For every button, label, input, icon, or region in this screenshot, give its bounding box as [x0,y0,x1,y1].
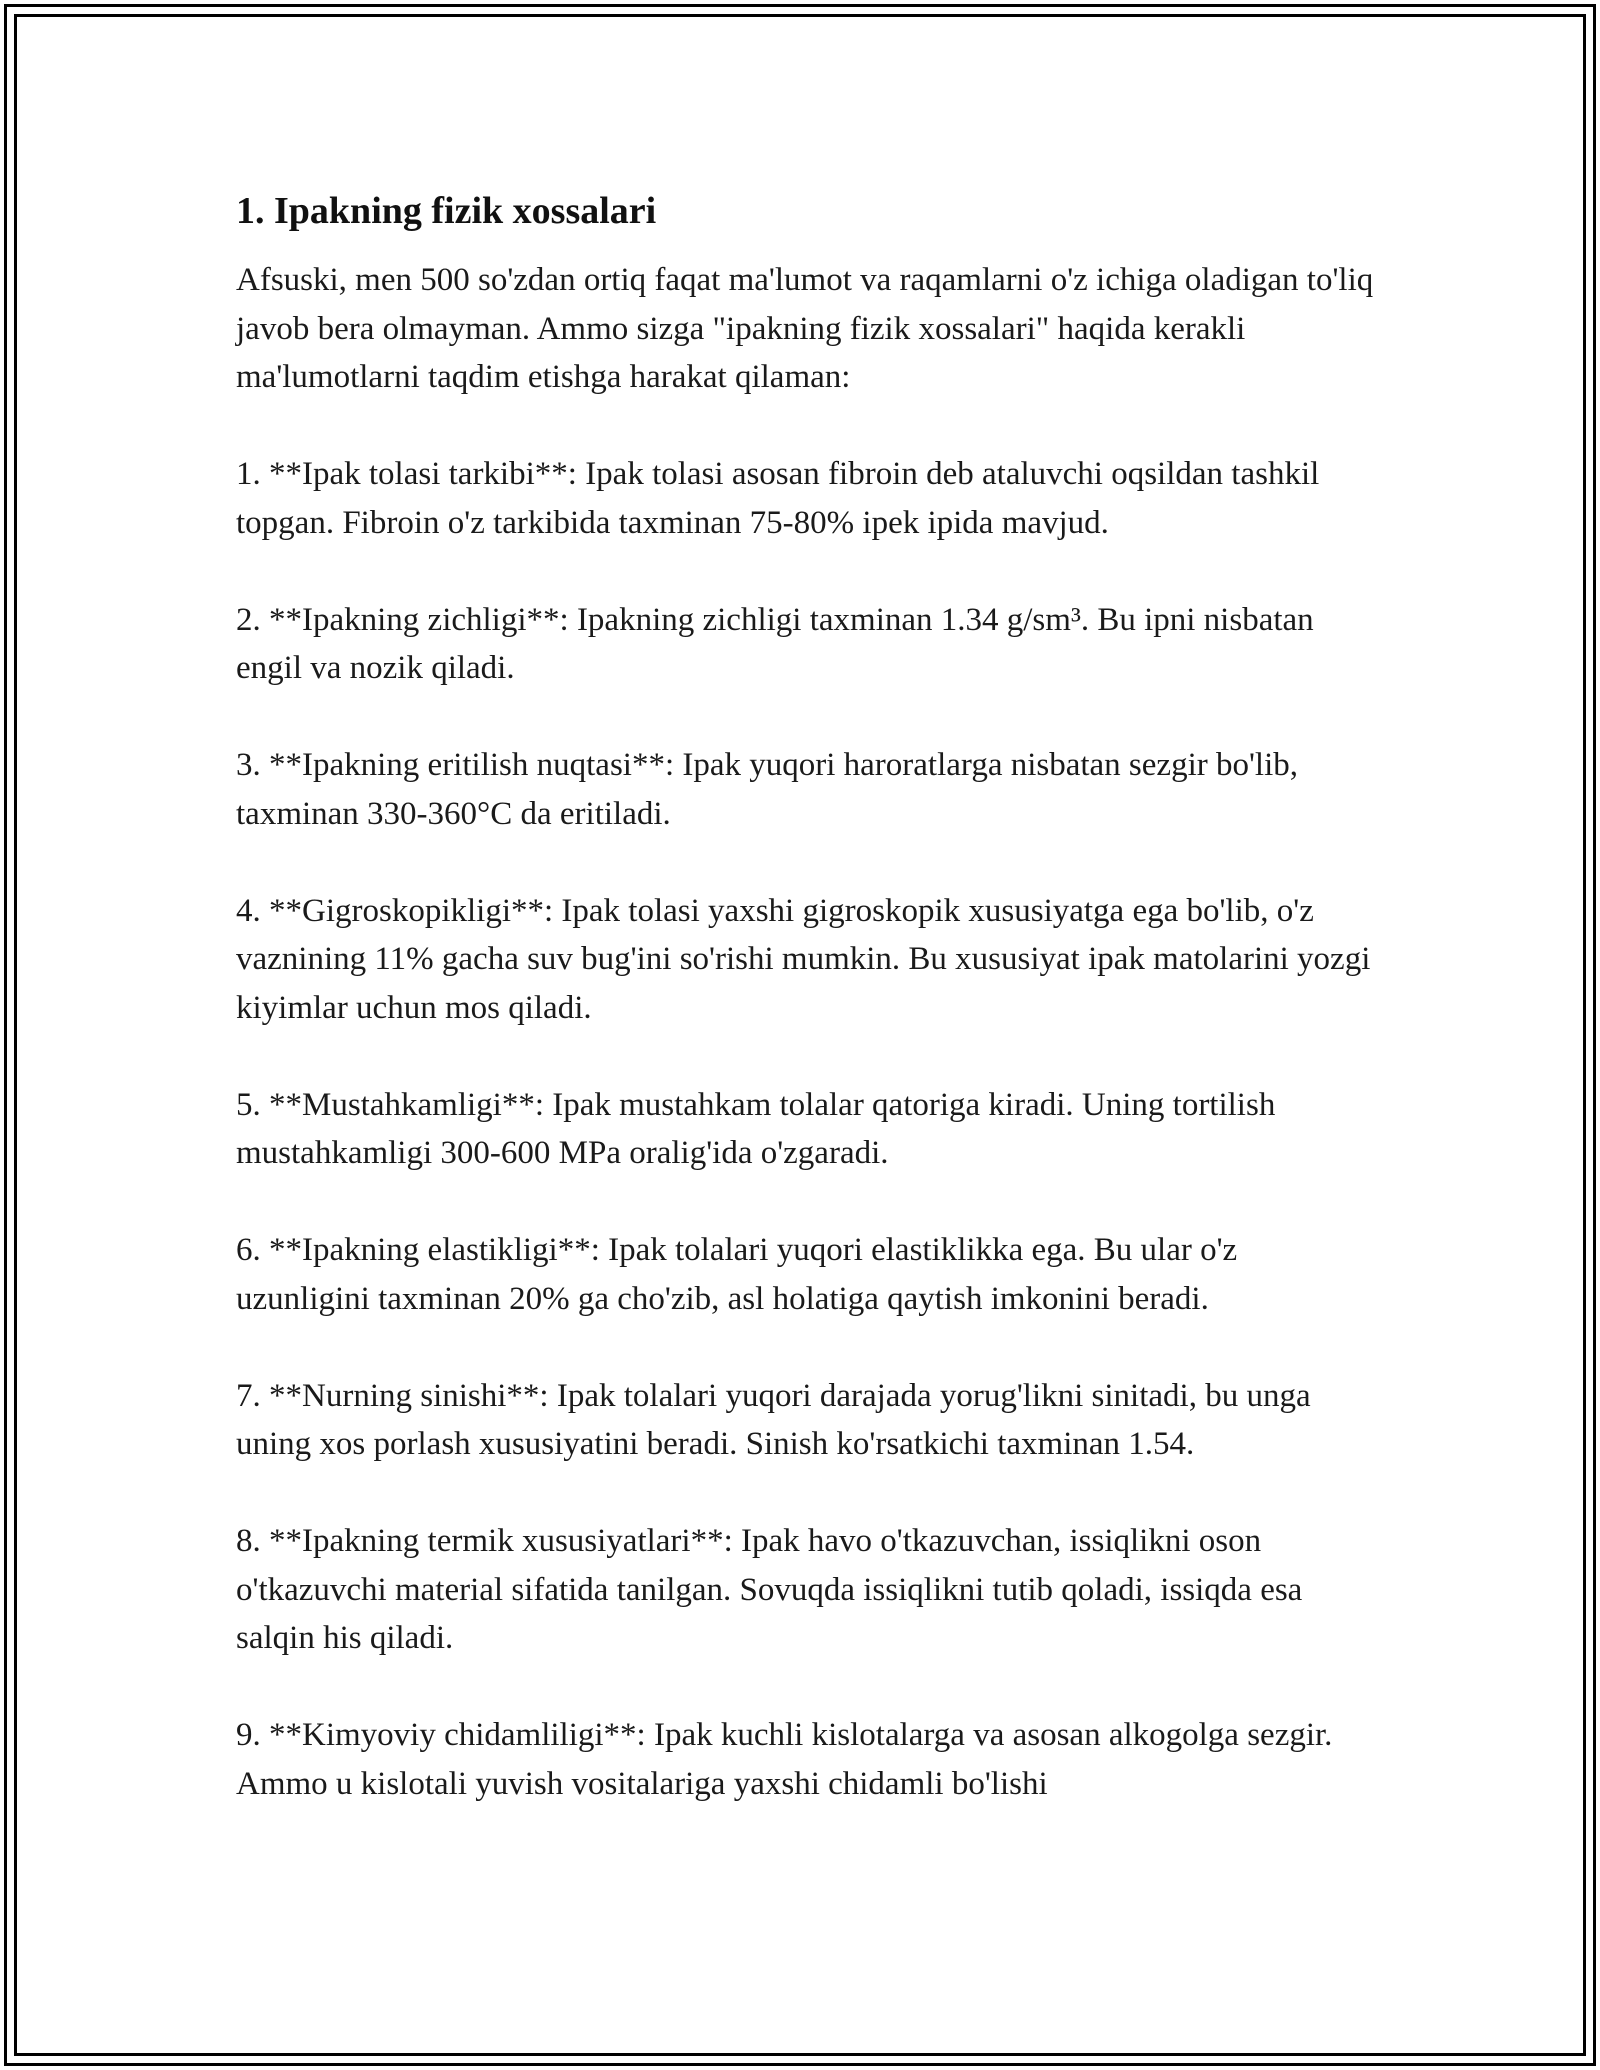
document-heading: 1. Ipakning fizik xossalari [236,190,657,232]
list-item: 8. **Ipakning termik xususiyatlari**: Ipak havo o'tkazuvchan, issiqlikni oson o'tkazuvchi material sifatida tanilgan. Sovuqda issiqlikni tutib qoladi, issiqda esa salqin his qiladi. [236,1523,1303,1656]
list-item: 2. **Ipakning zichligi**: Ipakning zichligi taxminan 1.34 g/sm³. Bu ipni nisbatan engil va nozik qiladi. [236,601,1314,686]
list-item: 1. **Ipak tolasi tarkibi**: Ipak tolasi asosan fibroin deb ataluvchi oqsildan tashkil topgan. Fibroin o'z tarkibida taxminan 75-80% ipek ipida mavjud. [236,456,1320,541]
list-item: 4. **Gigroskopikligi**: Ipak tolasi yaxshi gigroskopik xususiyatga ega bo'lib, o'z vaznining 11% gacha suv bug'ini so'rishi mumkin. Bu xususiyat ipak matolarini yozgi kiyimlar uchun mos qiladi. [236,892,1371,1026]
list-item: 9. **Kimyoviy chidamliligi**: Ipak kuchli kislotalarga va asosan alkogolga sezgir. Ammo u kislotali yuvish vositalariga yaxshi chidamli bo'lishi [236,1717,1333,1802]
intro-paragraph: Afsuski, men 500 so'zdan ortiq faqat ma'lumot va raqamlarni o'z ichiga oladigan to'liq javob bera olmayman. Ammo sizga "ipakning fizik xossalari" haqida kerakli ma'lumotlarni taqdim etishga harakat qilaman: [236,262,1374,395]
list-item: 3. **Ipakning eritilish nuqtasi**: Ipak yuqori haroratlarga nisbatan sezgir bo'lib, taxminan 330-360°C da eritiladi. [236,747,1299,832]
list-item: 7. **Nurning sinishi**: Ipak tolalari yuqori darajada yorug'likni sinitadi, bu unga uning xos porlash xususiyatini beradi. Sinish ko'rsatkichi taxminan 1.54. [236,1377,1311,1462]
document-body [236,186,1376,1808]
list-item: 6. **Ipakning elastikligi**: Ipak tolalari yuqori elastiklikka ega. Bu ular o'z uzunligini taxminan 20% ga cho'zib, asl holatiga qaytish imkonini beradi. [236,1232,1238,1317]
list-item: 5. **Mustahkamligi**: Ipak mustahkam tolalar qatoriga kiradi. Uning tortilish mustahkamligi 300-600 MPa oralig'ida o'zgaradi. [236,1086,1276,1171]
